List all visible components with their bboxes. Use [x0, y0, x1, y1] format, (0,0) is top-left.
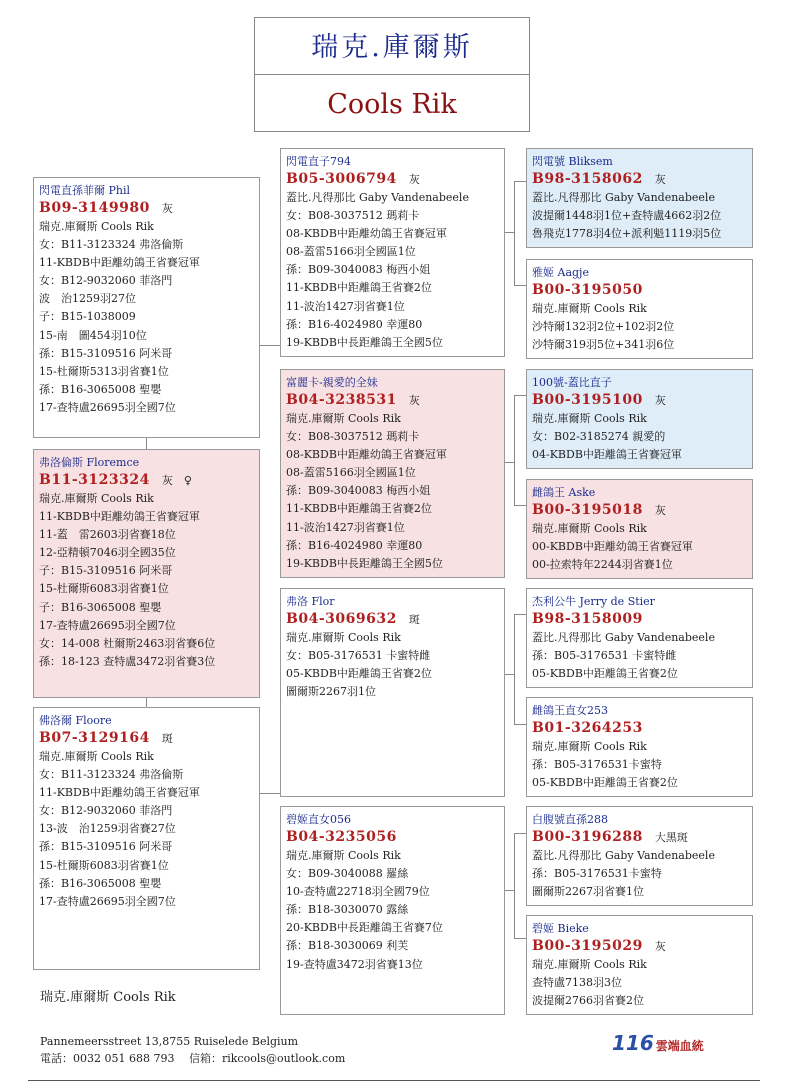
- connector-line: [514, 833, 515, 938]
- connector-line: [514, 614, 526, 615]
- record-line: 女：B12-9032060 菲洛門: [39, 804, 173, 818]
- record-line: 08-KBDB中距離幼鴿王省賽冠軍: [286, 448, 447, 462]
- pigeon-color: 斑: [161, 732, 173, 745]
- record-line: 19-KBDB中長距離鴿王全國5位: [286, 556, 443, 570]
- brand-logo: [612, 1031, 704, 1055]
- record-line: 瑞克.庫爾斯 Cools Rik: [532, 412, 647, 425]
- record-line: 15-杜爾斯6083羽省賽1位: [39, 582, 169, 596]
- record-line: 04-KBDB中距離鴿王省賽冠軍: [532, 448, 682, 462]
- ring-number: B01-3264253: [532, 720, 643, 736]
- pigeon-name: 佛洛爾 Floore: [39, 714, 112, 727]
- record-line: 17-查特盧26695羽全國7位: [39, 400, 176, 414]
- record-line: 瑞克.庫爾斯 Cools Rik: [286, 849, 401, 862]
- pigeon-name: 弗洛 Flor: [286, 595, 335, 608]
- record-line: 女：B08-3037512 瑪莉卡: [286, 209, 420, 223]
- pigeon-name: 雌鴿王直女253: [532, 704, 608, 717]
- record-line: 瑞克.庫爾斯 Cools Rik: [532, 958, 647, 971]
- record-line: 孫：B15-3109516 阿米哥: [39, 840, 173, 854]
- record-line: 圖爾斯2267羽1位: [286, 685, 376, 699]
- pedigree-box-g8: [526, 915, 753, 1015]
- address-line: Pannemeersstreet 13,8755 Ruiselede Belgium: [40, 1035, 299, 1048]
- record-line: 查特盧7138羽3位: [532, 976, 622, 990]
- pigeon-color: 灰: [654, 504, 666, 517]
- connector-line: [146, 697, 147, 707]
- pedigree-box-s2dam: [280, 806, 505, 1015]
- record-line: 孫：B05-3176531卡蜜特: [532, 867, 662, 881]
- pedigree-box-g7: [526, 806, 753, 906]
- record-line: 沙特爾132羽2位+102羽2位: [532, 320, 675, 334]
- pigeon-color: 灰: [654, 940, 666, 953]
- pedigree-box-g2: [526, 259, 753, 359]
- record-line: 孫：B15-3109516 阿米哥: [39, 346, 173, 360]
- owner-signature: 瑞克.庫爾斯 Cools Rik: [40, 990, 176, 1005]
- pigeon-name: 碧姬 Bieke: [532, 922, 589, 935]
- record-line: 波提爾2766羽省賽2位: [532, 994, 644, 1008]
- record-line: 05-KBDB中距離鴿王省賽2位: [532, 667, 678, 681]
- contact-line: 電話：0032 051 688 793 信箱：rikcools@outlook.com: [40, 1052, 346, 1065]
- pigeon-color: 灰: [408, 394, 420, 407]
- owner-name-english: Cools Rik: [327, 89, 457, 120]
- record-line: 13-波 治1259羽省賽27位: [39, 822, 176, 836]
- record-line: 孫：B05-3176531卡蜜特: [532, 758, 662, 772]
- ring-number: B09-3149980 灰: [39, 200, 173, 216]
- record-line: 11-蓋 雷2603羽省賽18位: [39, 528, 176, 542]
- ring-number: B00-3195029 灰: [532, 938, 666, 954]
- record-line: 11-波治1427羽省賽1位: [286, 299, 405, 313]
- connector-line: [259, 345, 280, 346]
- record-line: 瑞克.庫爾斯 Cools Rik: [39, 492, 154, 505]
- ring-number: B05-3006794 灰: [286, 171, 420, 187]
- record-line: 孫：B18-3030069 利芙: [286, 939, 409, 953]
- record-line: 19-KBDB中長距離鴿王全國5位: [286, 335, 443, 349]
- connector-line: [514, 724, 526, 725]
- record-line: 11-KBDB中距離鴿王省賽2位: [286, 281, 432, 295]
- connector-line: [514, 833, 526, 834]
- record-line: 瑞克.庫爾斯 Cools Rik: [39, 220, 154, 233]
- ring-number: B04-3238531 灰: [286, 392, 420, 408]
- record-line: 17-查特盧26695羽全國7位: [39, 894, 176, 908]
- record-line: 05-KBDB中距離鴿王省賽2位: [286, 667, 432, 681]
- record-line: 蓋比.凡得那比 Gaby Vandenabeele: [532, 631, 715, 644]
- record-line: 11-KBDB中距離幼鴿王省賽冠軍: [39, 510, 200, 524]
- pedigree-box-g4: [526, 479, 753, 579]
- record-line: 11-KBDB中距離幼鴿王省賽冠軍: [39, 256, 200, 270]
- record-line: 蓋比.凡得那比 Gaby Vandenabeele: [532, 849, 715, 862]
- record-line: 孫：B09-3040083 梅西小姐: [286, 263, 431, 277]
- pigeon-color: 大黑斑: [654, 831, 688, 844]
- record-line: 05-KBDB中距離鴿王省賽2位: [532, 776, 678, 790]
- pedigree-box-g3: [526, 369, 753, 469]
- pedigree-box-sibling2: [33, 707, 260, 970]
- pigeon-name: 弗洛倫斯 Floremce: [39, 456, 140, 469]
- record-line: 沙特爾319羽5位+341羽6位: [532, 338, 675, 352]
- connector-line: [514, 181, 526, 182]
- record-line: 孫：B16-4024980 幸運80: [286, 317, 423, 331]
- connector-line: [514, 181, 515, 285]
- pigeon-color: 灰: [654, 173, 666, 186]
- pigeon-color: 斑: [408, 613, 420, 626]
- pedigree-box-dam: [280, 369, 505, 578]
- record-line: 女：B02-3185274 親愛的: [532, 430, 666, 444]
- record-line: 08-KBDB中距離幼鴿王省賽冠軍: [286, 227, 447, 241]
- record-line: 15-杜爾斯5313羽省賽1位: [39, 364, 169, 378]
- record-line: 瑞克.庫爾斯 Cools Rik: [39, 750, 154, 763]
- pigeon-name: 雌鴿王 Aske: [532, 486, 596, 499]
- ring-number: B11-3123324 灰 ♀: [39, 472, 192, 488]
- record-line: 孫：B05-3176531 卡蜜特雌: [532, 649, 677, 663]
- pedigree-box-g1: [526, 148, 753, 248]
- record-line: 孫：B16-3065008 聖嬰: [39, 382, 162, 396]
- record-line: 00-拉索特年2244羽省賽1位: [532, 558, 673, 572]
- record-line: 魯飛克1778羽4位+派利魁1119羽5位: [532, 227, 722, 241]
- record-line: 08-蓋雷5166羽全國區1位: [286, 245, 416, 259]
- record-line: 10-查特盧22718羽全國79位: [286, 885, 430, 899]
- record-line: 08-蓋雷5166羽全國區1位: [286, 466, 416, 480]
- pigeon-name: 100號-蓋比直子: [532, 376, 612, 389]
- pedigree-box-g6: [526, 697, 753, 797]
- record-line: 瑞克.庫爾斯 Cools Rik: [532, 522, 647, 535]
- pedigree-box-sibling1: [33, 449, 260, 698]
- footer-divider: [28, 1080, 760, 1081]
- record-line: 20-KBDB中長距離鴿王省賽7位: [286, 921, 443, 935]
- connector-line: [146, 437, 147, 449]
- pedigree-box-subject: [33, 177, 260, 438]
- record-line: 瑞克.庫爾斯 Cools Rik: [286, 412, 401, 425]
- connector-line: [504, 890, 514, 891]
- ring-number: B00-3195100 灰: [532, 392, 666, 408]
- pigeon-color: 灰: [161, 202, 173, 215]
- pedigree-box-g5: [526, 588, 753, 688]
- record-line: 波提爾1448羽1位+查特盧4662羽2位: [532, 209, 722, 223]
- contact-block: [40, 1033, 345, 1067]
- record-line: 11-KBDB中距離幼鴿王省賽冠軍: [39, 786, 200, 800]
- record-line: 蓋比.凡得那比 Gaby Vandenabeele: [286, 191, 469, 204]
- ring-number: B07-3129164 斑: [39, 730, 173, 746]
- ring-number: B98-3158009: [532, 611, 643, 627]
- record-line: 女：B12-9032060 菲洛門: [39, 274, 173, 288]
- ring-number: B00-3195018 灰: [532, 502, 666, 518]
- record-line: 19-查特盧3472羽省賽13位: [286, 957, 423, 971]
- connector-line: [514, 395, 526, 396]
- record-line: 瑞克.庫爾斯 Cools Rik: [532, 740, 647, 753]
- record-line: 15-南 圖454羽10位: [39, 328, 147, 342]
- pigeon-name: 雅姬 Aagje: [532, 266, 589, 279]
- connector-line: [504, 674, 514, 675]
- record-line: 孫：B16-4024980 幸運80: [286, 538, 423, 552]
- record-line: 12-亞精頓7046羽全國35位: [39, 546, 176, 560]
- connector-line: [514, 505, 526, 506]
- logo-number: 116: [612, 1031, 654, 1055]
- record-line: 女：B11-3123324 弗洛倫斯: [39, 768, 184, 782]
- owner-name-chinese: 瑞克.庫爾斯: [255, 18, 529, 75]
- record-line: 孫：B09-3040083 梅西小姐: [286, 484, 431, 498]
- record-line: 女：B09-3040088 羅絲: [286, 867, 409, 881]
- record-line: 女：B05-3176531 卡蜜特雌: [286, 649, 431, 663]
- record-line: 女：14-008 杜爾斯2463羽省賽6位: [39, 636, 216, 650]
- pigeon-name: 閃電直子794: [286, 155, 351, 168]
- record-line: 圖爾斯2267羽省賽1位: [532, 885, 644, 899]
- logo-text: 雲端血統: [655, 1039, 704, 1053]
- record-line: 17-查特盧26695羽全國7位: [39, 618, 176, 632]
- pigeon-name: 碧姬直女056: [286, 813, 351, 826]
- record-line: 00-KBDB中距離幼鴿王省賽冠軍: [532, 540, 693, 554]
- record-line: 11-KBDB中距離鴿王省賽2位: [286, 502, 432, 516]
- ring-number: B04-3235056: [286, 829, 397, 845]
- ring-number: B04-3069632 斑: [286, 611, 420, 627]
- ring-number: B00-3195050: [532, 282, 643, 298]
- record-line: 瑞克.庫爾斯 Cools Rik: [532, 302, 647, 315]
- ring-number: B98-3158062 灰: [532, 171, 666, 187]
- connector-line: [514, 395, 515, 505]
- pedigree-box-sire: [280, 148, 505, 357]
- record-line: 子：B15-1038009: [39, 310, 136, 324]
- record-line: 女：B11-3123324 弗洛倫斯: [39, 238, 184, 252]
- connector-line: [514, 938, 526, 939]
- pigeon-color: 灰: [654, 394, 666, 407]
- record-line: 15-杜爾斯6083羽省賽1位: [39, 858, 169, 872]
- pigeon-name: 杰利公牛 Jerry de Stier: [532, 595, 655, 608]
- pigeon-name: 白腹號直孫288: [532, 813, 608, 826]
- connector-line: [504, 232, 514, 233]
- record-line: 孫：B18-3030070 露絲: [286, 903, 409, 917]
- record-line: 孫：B16-3065008 聖嬰: [39, 876, 162, 890]
- record-line: 女：B08-3037512 瑪莉卡: [286, 430, 420, 444]
- pigeon-name: 閃電號 Bliksem: [532, 155, 613, 168]
- connector-line: [514, 614, 515, 724]
- record-line: 子：B16-3065008 聖嬰: [39, 600, 162, 614]
- record-line: 瑞克.庫爾斯 Cools Rik: [286, 631, 401, 644]
- pigeon-color: 灰 ♀: [161, 474, 192, 487]
- connector-line: [514, 285, 526, 286]
- record-line: 蓋比.凡得那比 Gaby Vandenabeele: [532, 191, 715, 204]
- record-line: 孫：18-123 查特盧3472羽省賽3位: [39, 654, 216, 668]
- pedigree-box-s2sire: [280, 588, 505, 797]
- connector-line: [504, 462, 514, 463]
- record-line: 11-波治1427羽省賽1位: [286, 520, 405, 534]
- connector-line: [259, 793, 280, 794]
- pigeon-name: 閃電直孫菲爾 Phil: [39, 184, 131, 197]
- ring-number: B00-3196288 大黑斑: [532, 829, 688, 845]
- pigeon-name: 富麗卡-親愛的全妹: [286, 376, 378, 389]
- pigeon-color: 灰: [408, 173, 420, 186]
- header-title-box: [254, 17, 530, 132]
- record-line: 波 治1259羽27位: [39, 292, 136, 306]
- record-line: 子：B15-3109516 阿米哥: [39, 564, 173, 578]
